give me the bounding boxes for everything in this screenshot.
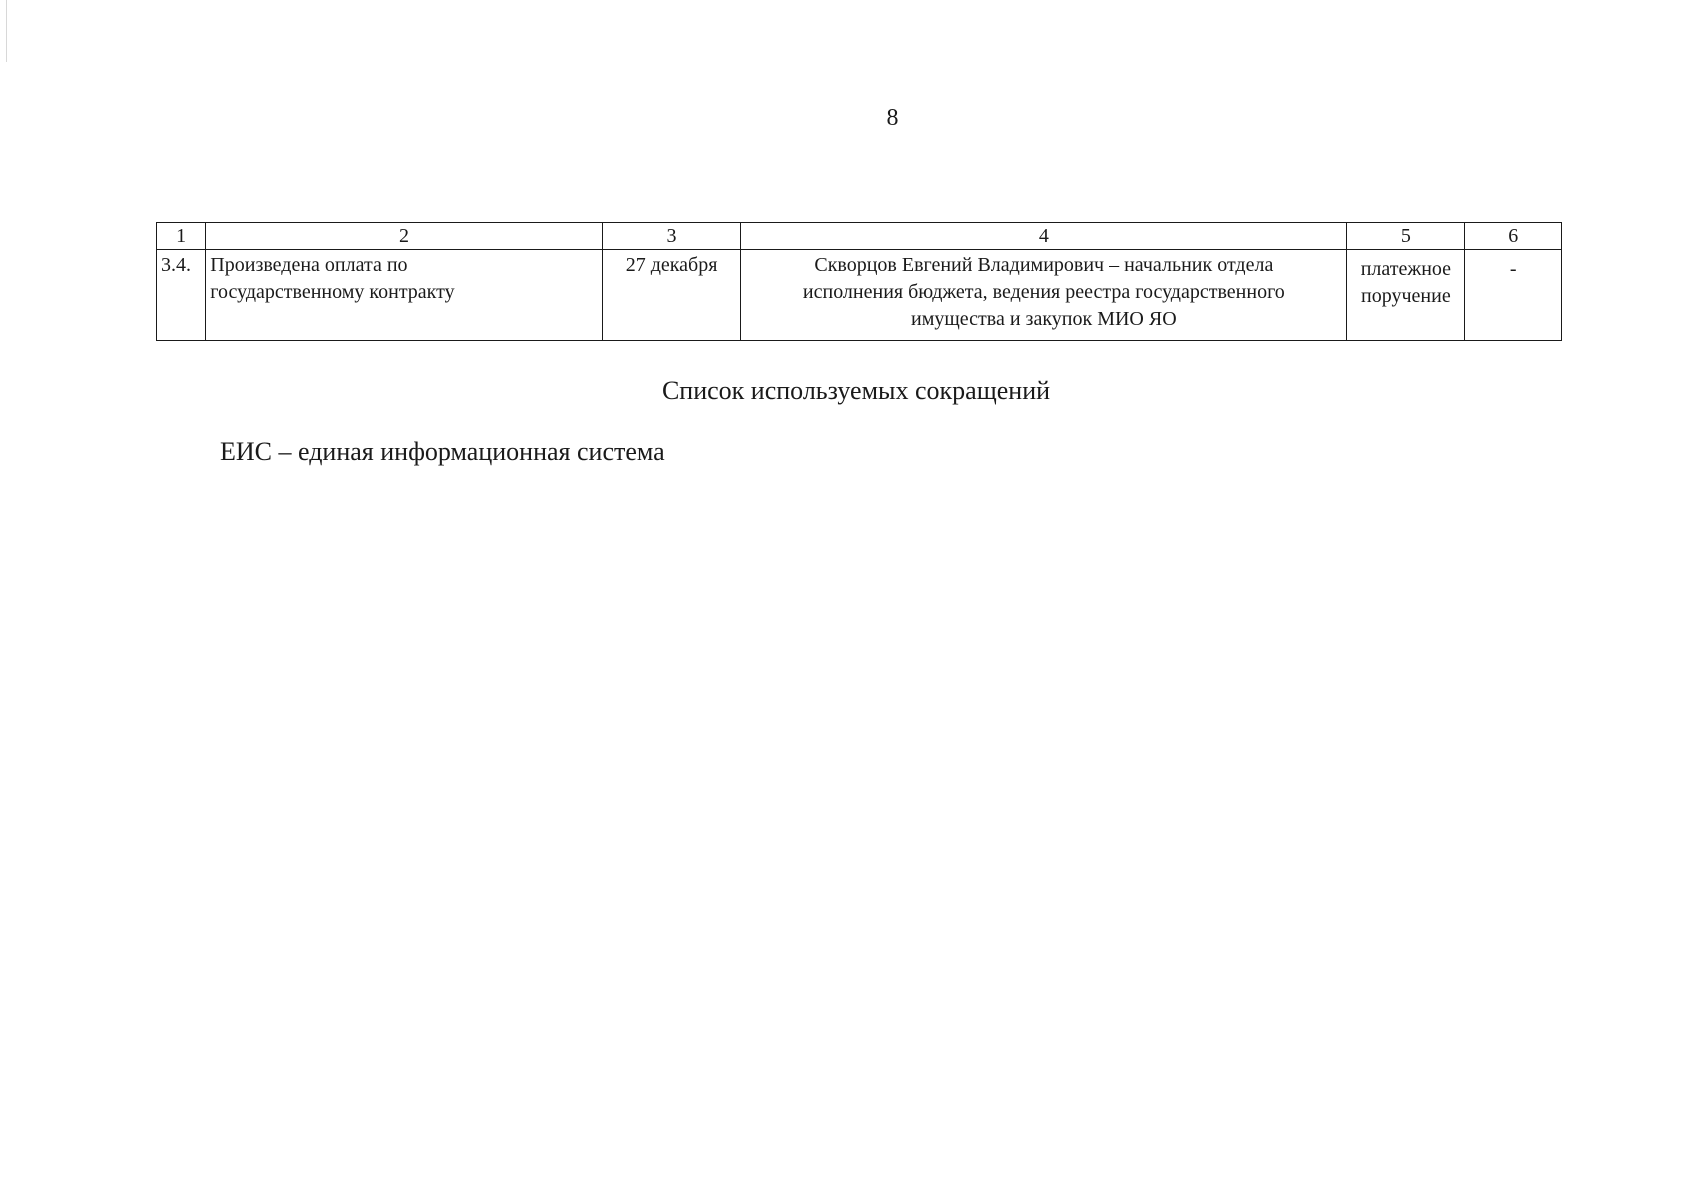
plan-table <box>156 222 1562 341</box>
document-cell <box>1347 250 1465 341</box>
page-number: 8 <box>886 105 899 131</box>
event-line-2: государственному контракту <box>210 281 455 303</box>
responsible-line-2: исполнения бюджета, ведения реестра государственного <box>802 281 1285 303</box>
abbreviation-definition: единая информационная система <box>298 437 665 466</box>
responsible-line-1: Скворцов Евгений Владимирович – начальник отдела <box>814 254 1274 276</box>
column-number-3: 3 <box>602 223 741 250</box>
abbreviations-title: Список используемых сокращений <box>661 376 1051 405</box>
event-line-1: Произведена оплата по <box>210 254 408 276</box>
abbreviation-separator: – <box>272 437 298 466</box>
responsible-cell <box>741 250 1347 341</box>
scan-edge-mark <box>6 0 7 62</box>
table-header-row <box>157 223 1562 250</box>
column-number-4: 4 <box>741 223 1347 250</box>
abbreviation-item <box>220 437 665 467</box>
document-line-1: платежное <box>1360 258 1452 280</box>
column-number-5: 5 <box>1347 223 1465 250</box>
column-number-1: 1 <box>157 223 206 250</box>
column-number-6: 6 <box>1465 223 1562 250</box>
date-cell: 27 декабря <box>602 250 741 341</box>
document-line-2: поручение <box>1361 285 1451 307</box>
row-number: 3.4. <box>157 250 206 341</box>
responsible-line-3: имущества и закупок МИО ЯО <box>911 308 1177 330</box>
note-cell: - <box>1465 250 1562 341</box>
table-row <box>157 250 1562 341</box>
column-number-2: 2 <box>206 223 602 250</box>
event-cell <box>206 250 602 341</box>
abbreviation-term: ЕИС <box>220 437 272 466</box>
